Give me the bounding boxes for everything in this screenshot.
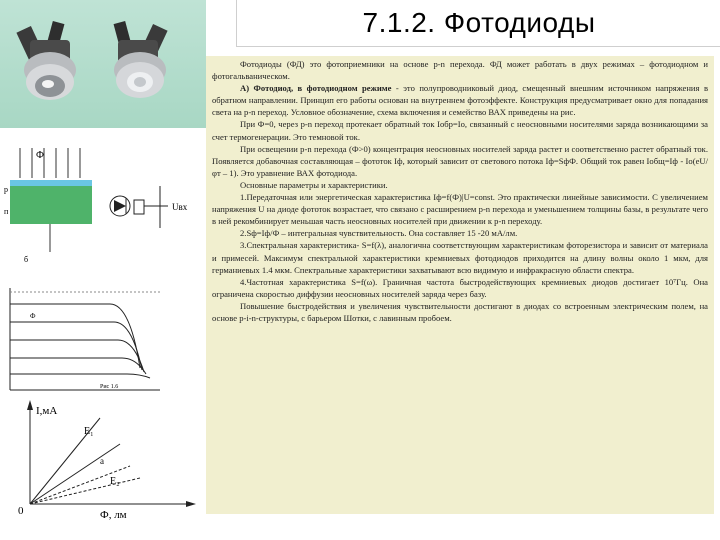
paragraph-4: При освещении р-n перехода (Ф>0) концентрация неосновных носителей заряда растет и соответственно растет обратный ток. Появляется добавочная составляющая – фототок Iф, который зависит от светового потока Iф=SфФ. Общий ток равен Iобщ=Iф - Io(eU/φт – 1). Это уравнение ВАХ фотодиода.: [212, 143, 708, 178]
light-rays: [20, 148, 80, 178]
y-axis-label: I,мА: [36, 405, 58, 417]
photodiode-structure-figure: [0, 148, 206, 268]
label-b: б: [24, 255, 29, 264]
paragraph-9: 4.Частотная характеристика S=f(ω). Граничная частота быстродействующих кремниевых диодов достигает 10⁷Гц. Она ограничена скоростью диффузии неосновных носителей заряда через базу.: [212, 276, 708, 299]
photodiode-photo: [0, 0, 206, 128]
paragraph-2-rest: - это полупроводниковый диод, смещенный внешним источником напряжения в обратном направлении. Принцип его работы основан на внутреннем фотоэффекте. Конструкция предусматривает окно для попадания света на р-n переход. Условное обозначение, схема включения и семейство ВАХ приведены на рис.: [212, 83, 708, 118]
e2-label: E₂: [110, 476, 120, 487]
e1-label: E₁: [84, 426, 94, 437]
a-label: a: [100, 456, 104, 466]
paragraph-2-bold: А) Фотодиод, в фотодиодном режиме: [240, 83, 392, 94]
slide-title: 7.1.2. Фотодиоды: [362, 7, 596, 38]
paragraph-8: 3.Спектральная характеристика- S=f(λ), аналогична соответствующим характеристикам фоторезистора и зависит от материала и примесей. Максимум спектральной характеристики кремниевых фотодиодов приходится на длину волны около 1 мкм, для германиевых 1.4 мкм. Спектральные характеристики захватывают всю видимую и инфракрасную области спектра.: [212, 240, 708, 275]
photodiode-photo-icon: [0, 0, 206, 128]
origin-label: 0: [18, 505, 24, 517]
title-box: [236, 0, 720, 47]
paragraph-10: Повышение быстродействия и увеличения чувствительности достигают в диодах со встроенным электрическим полем, на основе p-i-n-структуры, с барьером Шотки, с лавинным пробоем.: [212, 300, 708, 323]
flux-axis-label: Ф: [30, 312, 36, 320]
resistor-icon: [134, 200, 144, 214]
text-panel: [206, 56, 714, 514]
fig2-caption: Рис 1.6: [100, 384, 119, 390]
label-ubx: Uвх: [172, 202, 188, 212]
paragraph-2: [212, 82, 708, 118]
paragraph-5: Основные параметры и характеристики.: [240, 179, 388, 190]
label-p: р: [4, 185, 8, 194]
label-n: п: [4, 207, 9, 216]
p-layer: [10, 180, 92, 186]
x-axis-label: Ф, лм: [100, 509, 127, 521]
vax-family-figure: [0, 278, 206, 396]
paragraph-6: 1.Передаточная или энергетическая характеристика Iф=f(Ф)|U=const. Это практически линейные зависимости. С увеличением напряжения U на диоде фототок возрастает, что связано с расширением р-n перехода и уменьшением толщины базы, в результате чего в ней рекомбинирует меньшая часть неосновных носителей при движении к р-n переходу.: [212, 192, 708, 227]
paragraph-3: При Ф=0, через р-n переход протекает обратный ток Iобр=Io, связанный с неосновными носителями заряда возникающими за счет термогенерации. Это темновой ток.: [212, 119, 708, 142]
flux-label: Ф: [36, 150, 44, 161]
paragraph-1: Фотодиоды (ФД) это фотоприемники на основе p-n перехода. ФД может работать в двух режимах – фотодиодном и фотогальваническом.: [212, 59, 708, 82]
n-layer: [10, 186, 92, 224]
transfer-characteristic-figure: [0, 398, 206, 522]
paragraph-7: 2.Sф=Iф/Ф – интегральная чувствительность. Она составляет 15 -20 мА/лм.: [240, 228, 518, 239]
